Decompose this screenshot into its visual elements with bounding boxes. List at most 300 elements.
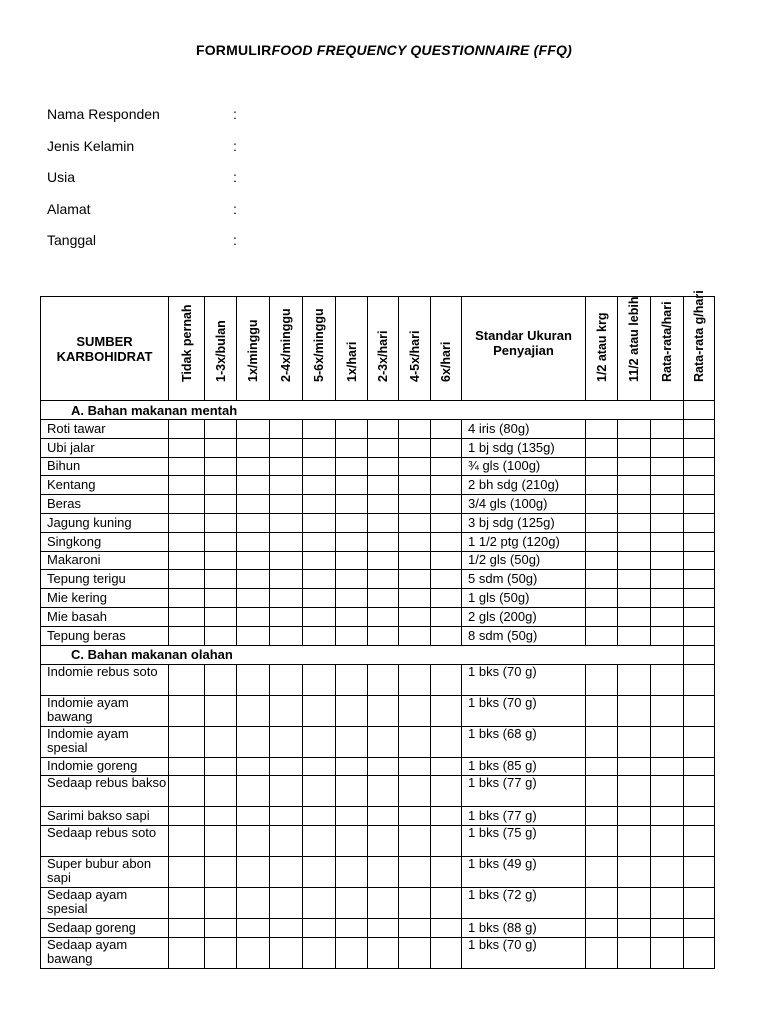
frequency-cell[interactable] [169,664,205,695]
frequency-cell[interactable] [303,857,336,888]
frequency-cell[interactable] [169,495,205,514]
frequency-cell[interactable] [336,495,368,514]
frequency-cell[interactable] [336,589,368,608]
frequency-cell[interactable] [431,438,462,457]
frequency-cell[interactable] [303,607,336,626]
portion-cell[interactable] [586,607,618,626]
portion-cell[interactable] [586,826,618,857]
frequency-cell[interactable] [205,476,237,495]
frequency-cell[interactable] [336,695,368,726]
frequency-cell[interactable] [237,513,270,532]
portion-cell[interactable] [586,807,618,826]
portion-cell[interactable] [651,826,684,857]
frequency-cell[interactable] [237,626,270,645]
portion-cell[interactable] [651,570,684,589]
frequency-cell[interactable] [431,757,462,776]
portion-cell[interactable] [618,495,651,514]
portion-cell[interactable] [684,664,715,695]
frequency-cell[interactable] [303,626,336,645]
portion-cell[interactable] [586,757,618,776]
portion-cell[interactable] [651,807,684,826]
frequency-cell[interactable] [169,551,205,570]
portion-cell[interactable] [586,626,618,645]
frequency-cell[interactable] [205,826,237,857]
frequency-cell[interactable] [399,607,431,626]
portion-cell[interactable] [651,888,684,919]
frequency-cell[interactable] [270,807,303,826]
portion-cell[interactable] [651,495,684,514]
frequency-cell[interactable] [169,438,205,457]
portion-cell[interactable] [651,626,684,645]
frequency-cell[interactable] [237,807,270,826]
frequency-cell[interactable] [237,757,270,776]
frequency-cell[interactable] [205,857,237,888]
frequency-cell[interactable] [169,695,205,726]
frequency-cell[interactable] [205,807,237,826]
portion-cell[interactable] [651,607,684,626]
frequency-cell[interactable] [270,776,303,807]
portion-cell[interactable] [684,757,715,776]
frequency-cell[interactable] [303,513,336,532]
frequency-cell[interactable] [270,937,303,968]
portion-cell[interactable] [684,476,715,495]
portion-cell[interactable] [684,551,715,570]
portion-cell[interactable] [586,726,618,757]
frequency-cell[interactable] [431,664,462,695]
portion-cell[interactable] [618,664,651,695]
portion-cell[interactable] [618,757,651,776]
frequency-cell[interactable] [205,937,237,968]
portion-cell[interactable] [618,476,651,495]
portion-cell[interactable] [651,551,684,570]
frequency-cell[interactable] [431,776,462,807]
frequency-cell[interactable] [303,532,336,551]
frequency-cell[interactable] [336,607,368,626]
frequency-cell[interactable] [303,495,336,514]
frequency-cell[interactable] [368,626,399,645]
frequency-cell[interactable] [368,937,399,968]
portion-cell[interactable] [586,919,618,938]
frequency-cell[interactable] [431,570,462,589]
portion-cell[interactable] [684,888,715,919]
frequency-cell[interactable] [431,726,462,757]
portion-cell[interactable] [684,607,715,626]
frequency-cell[interactable] [270,532,303,551]
portion-cell[interactable] [618,726,651,757]
portion-cell[interactable] [651,776,684,807]
frequency-cell[interactable] [237,726,270,757]
frequency-cell[interactable] [270,626,303,645]
portion-cell[interactable] [618,570,651,589]
frequency-cell[interactable] [368,757,399,776]
frequency-cell[interactable] [336,626,368,645]
frequency-cell[interactable] [205,607,237,626]
frequency-cell[interactable] [336,438,368,457]
frequency-cell[interactable] [270,826,303,857]
portion-cell[interactable] [586,570,618,589]
frequency-cell[interactable] [270,551,303,570]
frequency-cell[interactable] [368,726,399,757]
portion-cell[interactable] [651,513,684,532]
frequency-cell[interactable] [303,476,336,495]
frequency-cell[interactable] [368,551,399,570]
frequency-cell[interactable] [169,857,205,888]
frequency-cell[interactable] [368,457,399,476]
portion-cell[interactable] [684,457,715,476]
frequency-cell[interactable] [270,888,303,919]
portion-cell[interactable] [684,857,715,888]
frequency-cell[interactable] [368,495,399,514]
frequency-cell[interactable] [399,919,431,938]
frequency-cell[interactable] [205,757,237,776]
frequency-cell[interactable] [303,826,336,857]
frequency-cell[interactable] [205,919,237,938]
frequency-cell[interactable] [431,551,462,570]
frequency-cell[interactable] [336,664,368,695]
frequency-cell[interactable] [303,776,336,807]
portion-cell[interactable] [618,607,651,626]
frequency-cell[interactable] [237,695,270,726]
portion-cell[interactable] [586,551,618,570]
frequency-cell[interactable] [399,626,431,645]
frequency-cell[interactable] [237,457,270,476]
portion-cell[interactable] [684,826,715,857]
frequency-cell[interactable] [205,551,237,570]
frequency-cell[interactable] [270,607,303,626]
frequency-cell[interactable] [169,757,205,776]
frequency-cell[interactable] [205,495,237,514]
portion-cell[interactable] [586,888,618,919]
portion-cell[interactable] [586,857,618,888]
frequency-cell[interactable] [399,495,431,514]
frequency-cell[interactable] [205,457,237,476]
frequency-cell[interactable] [237,589,270,608]
frequency-cell[interactable] [205,664,237,695]
frequency-cell[interactable] [270,919,303,938]
frequency-cell[interactable] [336,476,368,495]
frequency-cell[interactable] [303,757,336,776]
frequency-cell[interactable] [237,826,270,857]
frequency-cell[interactable] [237,420,270,439]
frequency-cell[interactable] [303,457,336,476]
portion-cell[interactable] [651,757,684,776]
frequency-cell[interactable] [205,589,237,608]
frequency-cell[interactable] [336,570,368,589]
portion-cell[interactable] [684,776,715,807]
frequency-cell[interactable] [303,937,336,968]
portion-cell[interactable] [684,495,715,514]
portion-cell[interactable] [684,589,715,608]
frequency-cell[interactable] [368,664,399,695]
frequency-cell[interactable] [270,589,303,608]
section-title: A. Bahan makanan mentah [41,401,684,420]
portion-cell[interactable] [684,438,715,457]
portion-cell[interactable] [618,937,651,968]
frequency-cell[interactable] [169,420,205,439]
frequency-cell[interactable] [270,438,303,457]
frequency-cell[interactable] [431,607,462,626]
frequency-cell[interactable] [336,919,368,938]
portion-cell[interactable] [684,937,715,968]
frequency-cell[interactable] [303,589,336,608]
frequency-cell[interactable] [368,857,399,888]
frequency-cell[interactable] [399,726,431,757]
portion-cell[interactable] [684,513,715,532]
frequency-cell[interactable] [368,589,399,608]
frequency-cell[interactable] [169,513,205,532]
portion-cell[interactable] [586,457,618,476]
frequency-cell[interactable] [237,532,270,551]
portion-cell[interactable] [651,919,684,938]
frequency-cell[interactable] [399,551,431,570]
frequency-cell[interactable] [336,757,368,776]
frequency-cell[interactable] [399,513,431,532]
portion-cell[interactable] [651,695,684,726]
portion-cell[interactable] [618,551,651,570]
frequency-cell[interactable] [303,438,336,457]
frequency-cell[interactable] [368,570,399,589]
portion-cell[interactable] [586,438,618,457]
portion-cell[interactable] [618,776,651,807]
frequency-cell[interactable] [303,888,336,919]
frequency-cell[interactable] [431,826,462,857]
portion-cell[interactable] [586,532,618,551]
portion-cell[interactable] [586,420,618,439]
frequency-cell[interactable] [368,888,399,919]
portion-cell[interactable] [586,776,618,807]
frequency-cell[interactable] [169,457,205,476]
frequency-cell[interactable] [237,888,270,919]
frequency-cell[interactable] [431,626,462,645]
frequency-cell[interactable] [237,570,270,589]
portion-cell[interactable] [586,495,618,514]
frequency-cell[interactable] [431,857,462,888]
portion-cell[interactable] [618,695,651,726]
frequency-cell[interactable] [237,857,270,888]
portion-cell[interactable] [684,420,715,439]
frequency-cell[interactable] [205,570,237,589]
frequency-cell[interactable] [169,826,205,857]
frequency-cell[interactable] [368,420,399,439]
frequency-cell[interactable] [169,589,205,608]
frequency-cell[interactable] [431,589,462,608]
frequency-cell[interactable] [399,888,431,919]
frequency-cell[interactable] [399,438,431,457]
frequency-cell[interactable] [169,476,205,495]
frequency-cell[interactable] [368,476,399,495]
portion-cell[interactable] [651,438,684,457]
portion-cell[interactable] [651,937,684,968]
frequency-cell[interactable] [237,607,270,626]
frequency-cell[interactable] [270,476,303,495]
frequency-cell[interactable] [270,695,303,726]
portion-cell[interactable] [684,532,715,551]
frequency-cell[interactable] [270,570,303,589]
frequency-cell[interactable] [431,420,462,439]
frequency-cell[interactable] [303,695,336,726]
frequency-cell[interactable] [205,438,237,457]
frequency-cell[interactable] [399,695,431,726]
frequency-cell[interactable] [205,888,237,919]
frequency-cell[interactable] [303,807,336,826]
frequency-cell[interactable] [399,757,431,776]
frequency-cell[interactable] [399,807,431,826]
frequency-cell[interactable] [169,532,205,551]
frequency-cell[interactable] [169,919,205,938]
portion-cell[interactable] [684,626,715,645]
frequency-cell[interactable] [399,826,431,857]
frequency-cell[interactable] [205,726,237,757]
frequency-cell[interactable] [368,826,399,857]
frequency-cell[interactable] [270,726,303,757]
frequency-cell[interactable] [431,457,462,476]
portion-cell[interactable] [684,919,715,938]
frequency-cell[interactable] [336,826,368,857]
frequency-cell[interactable] [237,495,270,514]
frequency-cell[interactable] [169,626,205,645]
portion-cell[interactable] [651,726,684,757]
frequency-cell[interactable] [336,420,368,439]
frequency-cell[interactable] [303,726,336,757]
frequency-cell[interactable] [368,532,399,551]
frequency-cell[interactable] [169,570,205,589]
frequency-cell[interactable] [431,532,462,551]
frequency-cell[interactable] [399,937,431,968]
portion-cell[interactable] [651,476,684,495]
frequency-cell[interactable] [336,857,368,888]
frequency-cell[interactable] [270,757,303,776]
portion-cell[interactable] [618,589,651,608]
frequency-cell[interactable] [237,476,270,495]
frequency-cell[interactable] [270,457,303,476]
frequency-cell[interactable] [368,776,399,807]
portion-cell[interactable] [651,420,684,439]
frequency-cell[interactable] [303,570,336,589]
frequency-cell[interactable] [368,919,399,938]
frequency-cell[interactable] [368,607,399,626]
frequency-cell[interactable] [303,551,336,570]
portion-cell[interactable] [618,626,651,645]
portion-cell[interactable] [618,420,651,439]
portion-cell[interactable] [684,695,715,726]
frequency-cell[interactable] [368,807,399,826]
frequency-cell[interactable] [169,607,205,626]
portion-cell[interactable] [618,888,651,919]
portion-cell[interactable] [618,807,651,826]
frequency-cell[interactable] [169,776,205,807]
portion-cell[interactable] [651,589,684,608]
frequency-cell[interactable] [399,457,431,476]
frequency-cell[interactable] [169,726,205,757]
frequency-cell[interactable] [336,807,368,826]
portion-cell[interactable] [618,438,651,457]
frequency-cell[interactable] [399,420,431,439]
frequency-cell[interactable] [431,937,462,968]
frequency-cell[interactable] [303,919,336,938]
frequency-cell[interactable] [431,495,462,514]
frequency-cell[interactable] [205,513,237,532]
frequency-cell[interactable] [431,513,462,532]
frequency-cell[interactable] [336,726,368,757]
portion-cell[interactable] [586,695,618,726]
frequency-cell[interactable] [237,919,270,938]
portion-cell[interactable] [651,532,684,551]
frequency-cell[interactable] [336,937,368,968]
frequency-cell[interactable] [205,420,237,439]
portion-cell[interactable] [684,570,715,589]
portion-cell[interactable] [586,937,618,968]
frequency-cell[interactable] [336,551,368,570]
portion-cell[interactable] [586,476,618,495]
frequency-cell[interactable] [399,570,431,589]
frequency-cell[interactable] [431,807,462,826]
frequency-cell[interactable] [368,513,399,532]
frequency-cell[interactable] [270,420,303,439]
frequency-cell[interactable] [431,695,462,726]
frequency-cell[interactable] [270,513,303,532]
frequency-cell[interactable] [205,695,237,726]
portion-cell[interactable] [586,664,618,695]
portion-cell[interactable] [586,589,618,608]
frequency-cell[interactable] [336,776,368,807]
frequency-cell[interactable] [336,457,368,476]
frequency-cell[interactable] [336,888,368,919]
frequency-cell[interactable] [237,551,270,570]
frequency-cell[interactable] [399,476,431,495]
frequency-cell[interactable] [270,857,303,888]
frequency-cell[interactable] [205,532,237,551]
frequency-cell[interactable] [270,664,303,695]
frequency-cell[interactable] [169,807,205,826]
portion-cell[interactable] [651,857,684,888]
portion-cell[interactable] [618,513,651,532]
frequency-cell[interactable] [270,495,303,514]
portion-cell[interactable] [618,826,651,857]
frequency-cell[interactable] [237,937,270,968]
frequency-cell[interactable] [368,438,399,457]
frequency-cell[interactable] [336,532,368,551]
frequency-cell[interactable] [399,532,431,551]
portion-cell[interactable] [586,513,618,532]
frequency-cell[interactable] [303,420,336,439]
frequency-cell[interactable] [237,438,270,457]
frequency-cell[interactable] [336,513,368,532]
frequency-cell[interactable] [431,919,462,938]
frequency-cell[interactable] [205,776,237,807]
portion-cell[interactable] [618,857,651,888]
portion-cell[interactable] [651,664,684,695]
portion-cell[interactable] [651,457,684,476]
frequency-cell[interactable] [399,664,431,695]
frequency-cell[interactable] [237,776,270,807]
frequency-cell[interactable] [303,664,336,695]
frequency-cell[interactable] [237,664,270,695]
frequency-cell[interactable] [205,626,237,645]
portion-cell[interactable] [618,457,651,476]
frequency-cell[interactable] [169,888,205,919]
frequency-cell[interactable] [399,776,431,807]
frequency-cell[interactable] [431,476,462,495]
frequency-cell[interactable] [169,937,205,968]
portion-cell[interactable] [618,919,651,938]
frequency-cell[interactable] [399,857,431,888]
portion-cell[interactable] [684,726,715,757]
frequency-cell[interactable] [368,695,399,726]
frequency-cell[interactable] [431,888,462,919]
frequency-cell[interactable] [399,589,431,608]
portion-cell[interactable] [684,807,715,826]
portion-cell[interactable] [618,532,651,551]
